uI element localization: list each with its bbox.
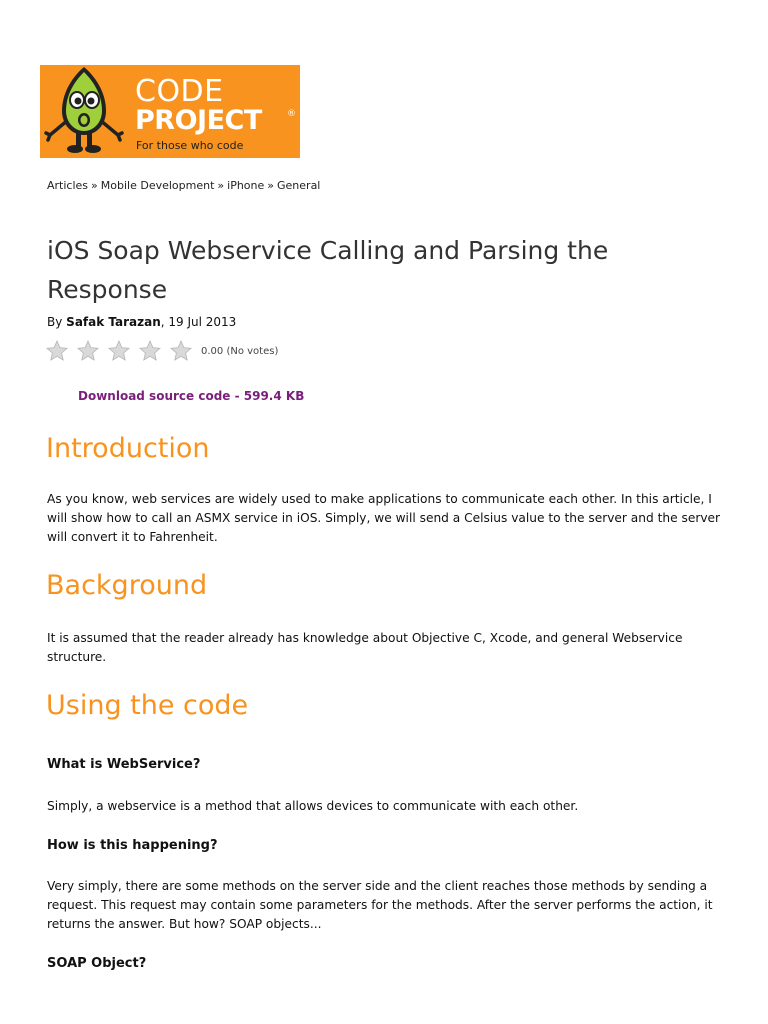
breadcrumb-item-articles[interactable]: Articles	[47, 179, 89, 192]
byline	[47, 315, 236, 329]
breadcrumb-separator: »	[91, 179, 98, 192]
byline-prefix: By	[47, 315, 63, 329]
breadcrumb-item-mobile-development[interactable]: Mobile Development	[100, 179, 215, 192]
star-icon[interactable]	[45, 339, 69, 363]
registered-mark: ®	[287, 109, 296, 119]
introduction-paragraph: As you know, web services are widely used to make applications to communicate each other. In this article, I will show how to call an ASMX service in iOS. Simply, we will send a Celsius value to the server and the server will convert it to Fahrenheit.	[47, 492, 721, 544]
logo-project-word: PROJECT	[135, 105, 262, 136]
how-is-this-happening-heading: How is this happening?	[47, 838, 218, 853]
star-icon[interactable]	[76, 339, 100, 363]
star-icon[interactable]	[138, 339, 162, 363]
rating-score: 0.00 (No votes)	[201, 345, 279, 357]
star-icon[interactable]	[107, 339, 131, 363]
article-title: iOS Soap Webservice Calling and Parsing the Response	[47, 236, 609, 304]
codeproject-logo[interactable]	[40, 65, 300, 158]
publish-date: , 19 Jul 2013	[160, 315, 237, 329]
breadcrumb-item-iphone[interactable]: iPhone	[227, 179, 265, 192]
author-name[interactable]: Safak Tarazan	[66, 315, 161, 329]
logo-code-word: CODE	[135, 74, 224, 109]
what-is-webservice-heading: What is WebService?	[47, 757, 201, 772]
introduction-heading: Introduction	[46, 433, 210, 464]
soap-object-heading: SOAP Object?	[47, 956, 147, 971]
star-icon[interactable]	[169, 339, 193, 363]
rating-widget	[45, 339, 278, 363]
breadcrumb-separator: »	[217, 179, 225, 192]
using-the-code-heading: Using the code	[46, 690, 249, 721]
breadcrumb	[47, 179, 320, 192]
breadcrumb-separator: »	[267, 179, 275, 192]
bob-mascot-icon	[40, 65, 135, 158]
background-paragraph: It is assumed that the reader already has knowledge about Objective C, Xcode, and general Webservice structure.	[47, 631, 683, 664]
how-is-this-happening-paragraph: Very simply, there are some methods on the server side and the client reaches those methods by sending a request. This request may contain some parameters for the methods. After the server performs the action, it returns the answer. But how? SOAP objects...	[47, 879, 713, 931]
logo-tagline: For those who code	[136, 139, 244, 152]
breadcrumb-item-general[interactable]: General	[277, 179, 321, 192]
what-is-webservice-paragraph: Simply, a webservice is a method that allows devices to communicate with each other.	[47, 799, 579, 813]
background-heading: Background	[46, 570, 208, 601]
download-source-link[interactable]: Download source code - 599.4 KB	[78, 389, 305, 403]
